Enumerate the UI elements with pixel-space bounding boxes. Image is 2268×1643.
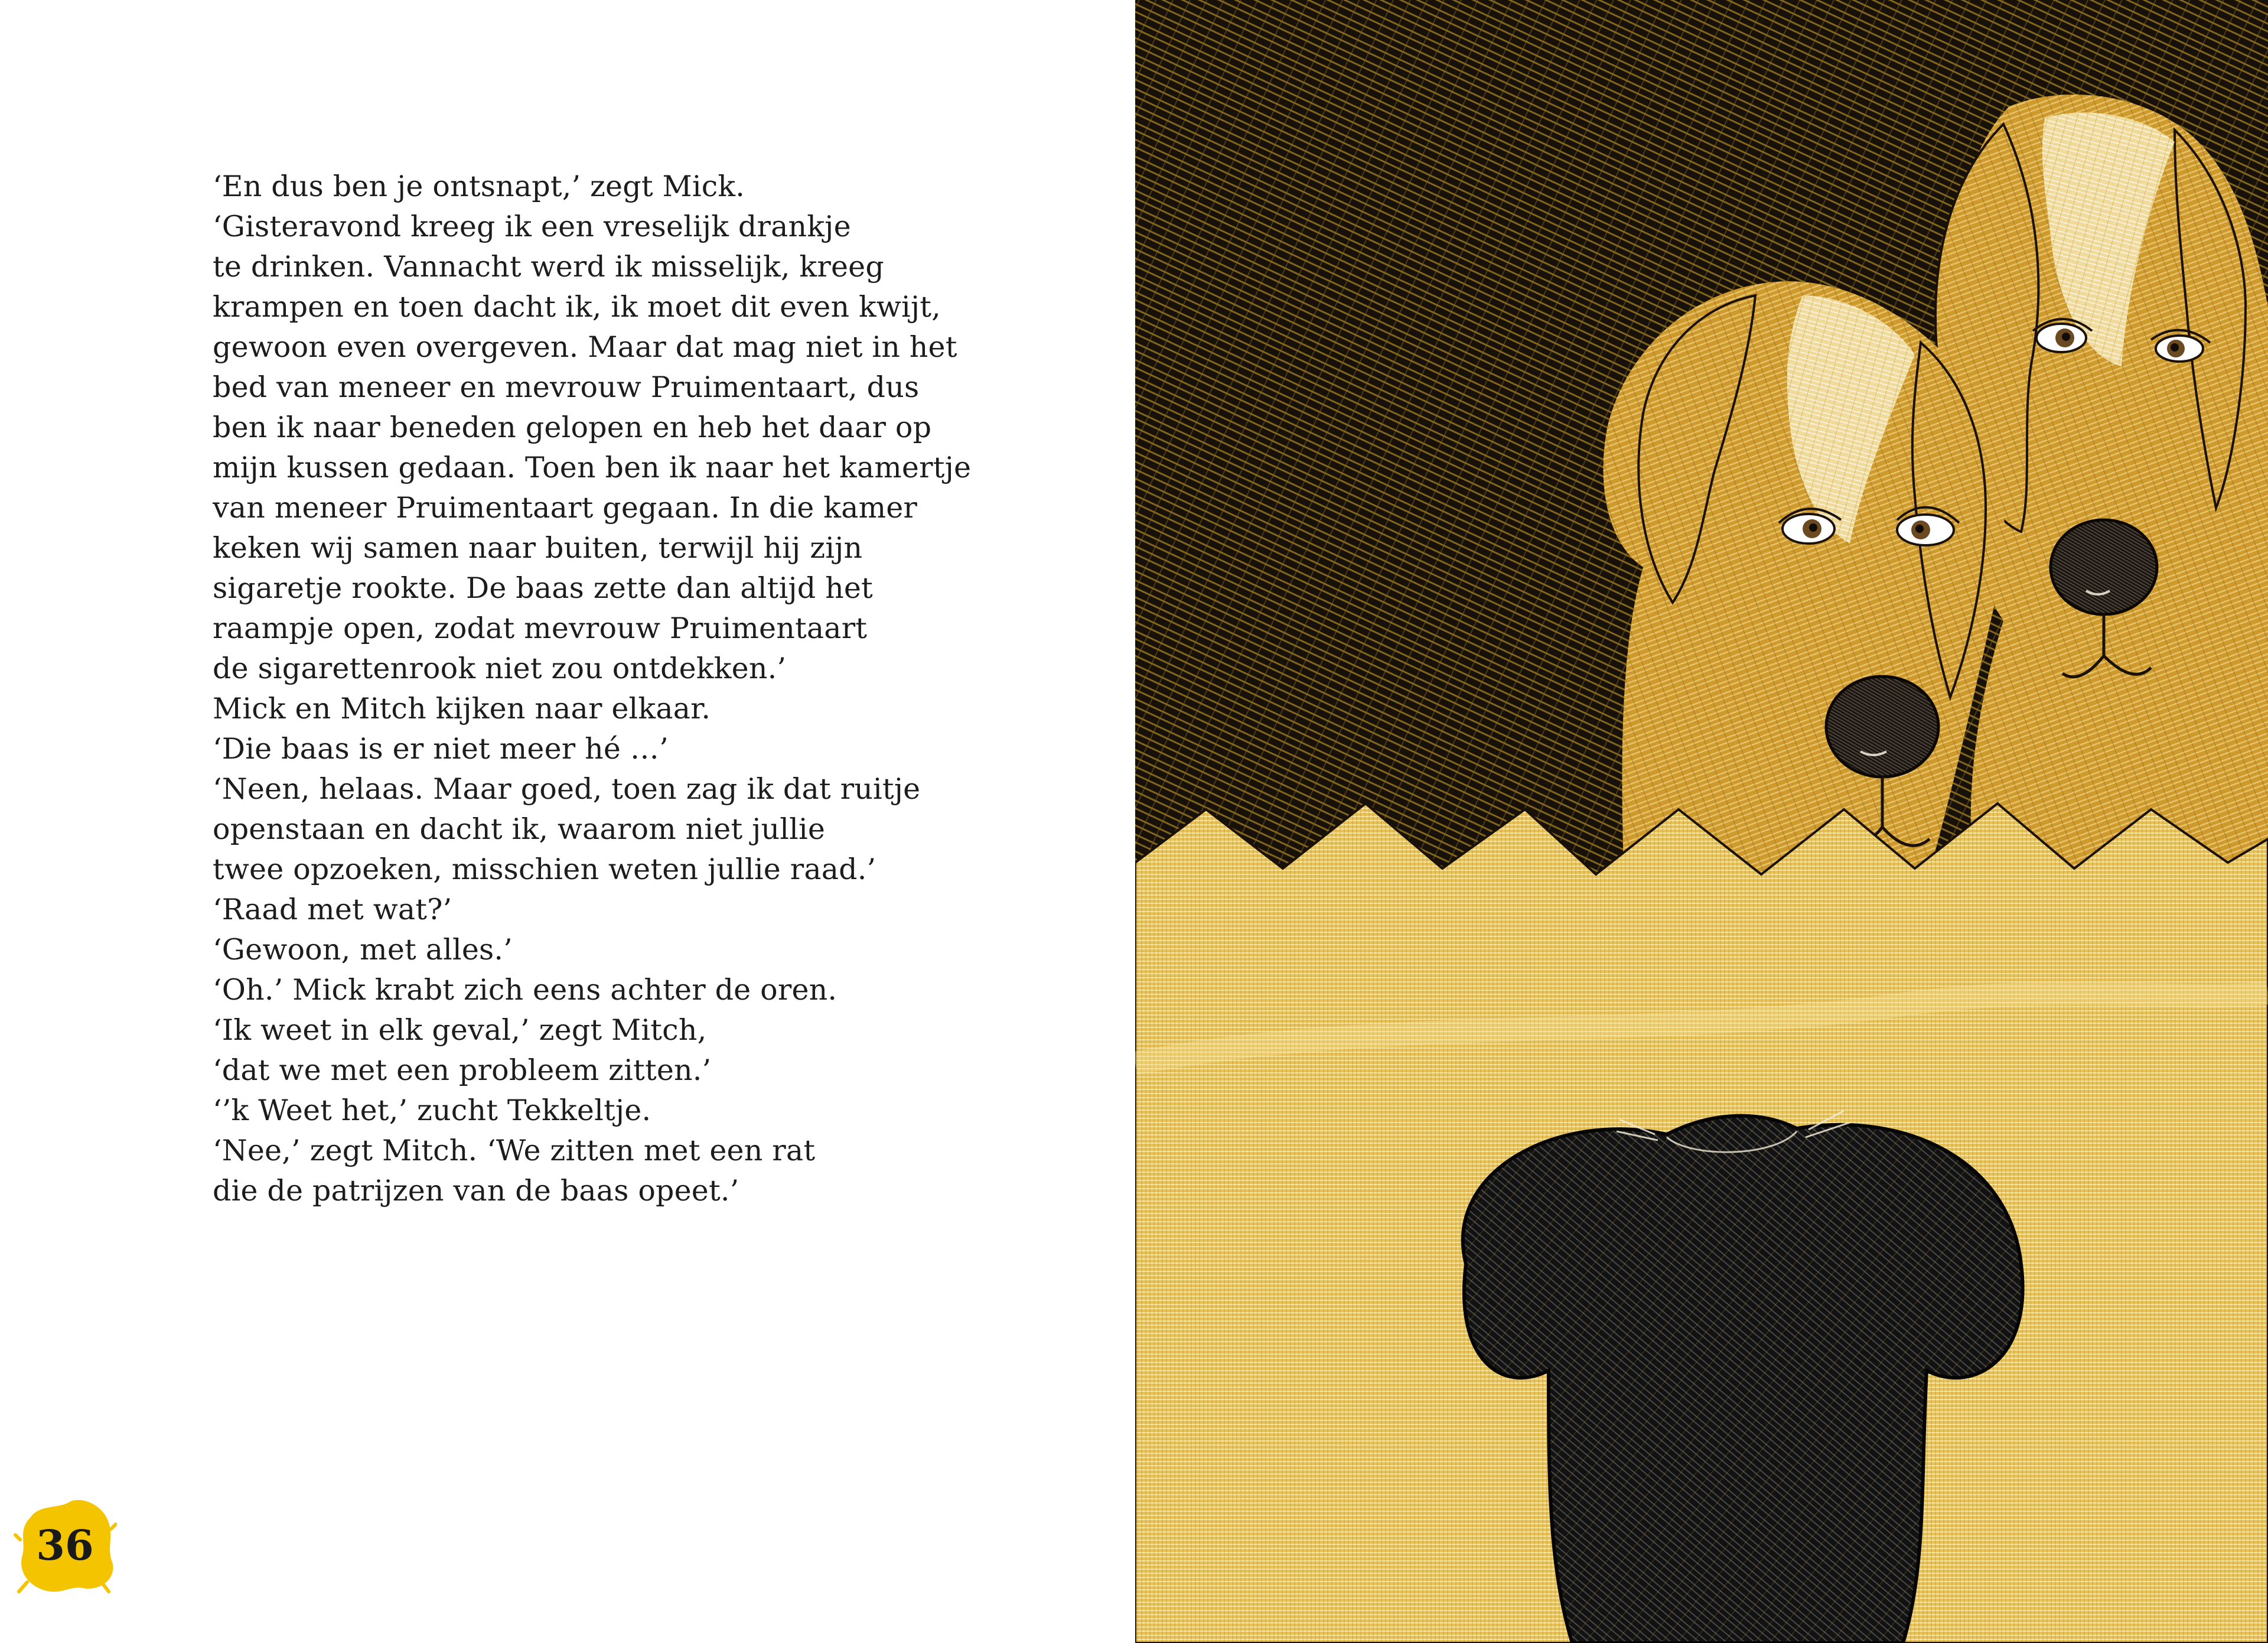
story-line: ‘Nee,’ zegt Mitch. ‘We zitten met een rat	[213, 1134, 816, 1167]
story-line: ben ik naar beneden gelopen en heb het daar op	[213, 411, 932, 444]
story-line: ‘Neen, helaas. Maar goed, toen zag ik dat ruitje	[213, 772, 921, 806]
story-line: ‘Gewoon, met alles.’	[213, 933, 513, 967]
story-line: ‘Oh.’ Mick krabt zich eens achter de oren.	[213, 973, 838, 1007]
story-line: ‘dat we met een probleem zitten.’	[213, 1053, 712, 1087]
story-line: ‘Die baas is er niet meer hé …’	[213, 732, 669, 766]
page-number: 36	[36, 1521, 94, 1570]
story-line: raampje open, zodat mevrouw Pruimentaart	[213, 611, 868, 645]
story-line: ‘’k Weet het,’ zucht Tekkeltje.	[213, 1094, 651, 1127]
story-line: ‘Gisteravond kreeg ik een vreselijk drankje	[213, 210, 851, 243]
story-line: ‘Raad met wat?’	[213, 893, 452, 926]
story-line: krampen en toen dacht ik, ik moet dit even kwijt,	[213, 290, 941, 324]
story-line: van meneer Pruimentaart gegaan. In die kamer	[213, 491, 918, 525]
story-line: twee opzoeken, misschien weten jullie raad.’	[213, 853, 876, 886]
story-line: ‘En dus ben je ontsnapt,’ zegt Mick.	[213, 170, 745, 203]
page-number-badge	[13, 1494, 117, 1598]
story-text	[213, 167, 980, 1211]
story-line: gewoon even overgeven. Maar dat mag niet in het	[213, 330, 957, 364]
story-line: de sigarettenrook niet zou ontdekken.’	[213, 652, 787, 685]
story-line: Mick en Mitch kijken naar elkaar.	[213, 692, 711, 725]
story-line: mijn kussen gedaan. Toen ben ik naar het kamertje	[213, 451, 972, 484]
story-line: te drinken. Vannacht werd ik misselijk, kreeg	[213, 250, 884, 284]
story-line: sigaretje rookte. De baas zette dan altijd het	[213, 571, 873, 605]
story-line: ‘Ik weet in elk geval,’ zegt Mitch,	[213, 1013, 707, 1047]
illustration-canvas	[1135, 0, 2268, 1643]
story-line: bed van meneer en mevrouw Pruimentaart, dus	[213, 370, 920, 404]
dogs-illustration	[1135, 0, 2268, 1643]
story-line: keken wij samen naar buiten, terwijl hij zijn	[213, 531, 863, 565]
story-line: die de patrijzen van de baas opeet.’	[213, 1174, 739, 1208]
story-line: openstaan en dacht ik, waarom niet jullie	[213, 812, 826, 846]
